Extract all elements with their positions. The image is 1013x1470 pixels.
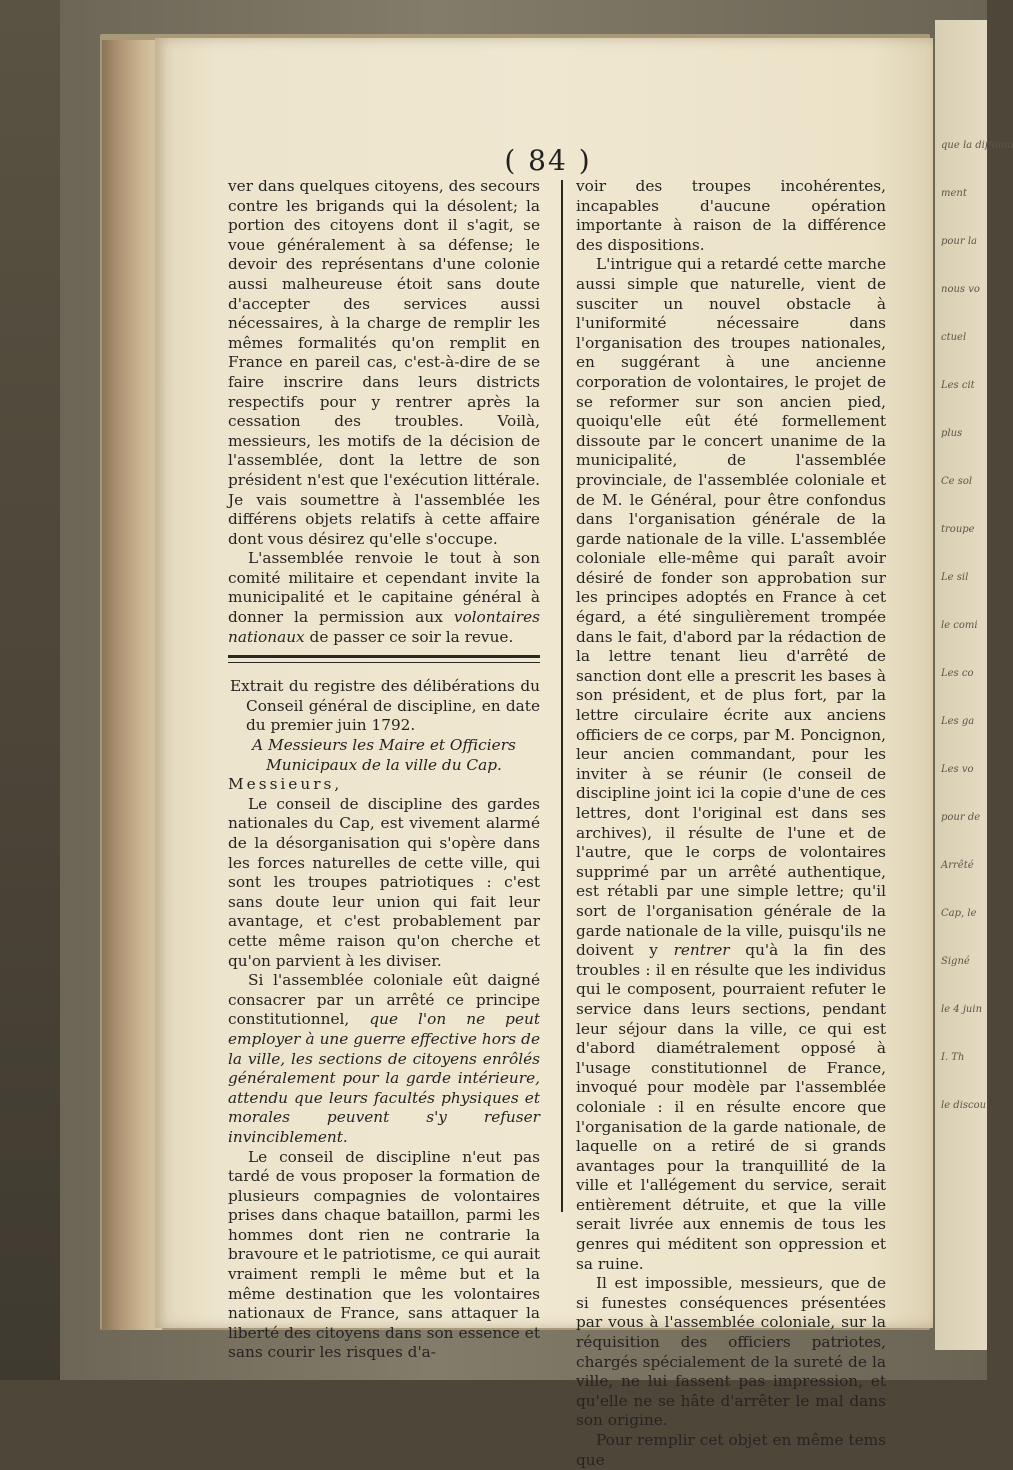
text-span: L'assemblée renvoie le tout à son comité militaire et cependant invite la municipalité et le capitaine général à donner la permission aux	[228, 549, 540, 627]
adjacent-page-fragment: que la diffama	[941, 140, 1013, 151]
page-number: ( 84 )	[504, 144, 592, 177]
right-column	[576, 177, 886, 1470]
adjacent-page-fragment: ment	[941, 188, 967, 199]
letter-salutation: Messieurs,	[228, 775, 343, 794]
right-paragraph-1: voir des troupes incohérentes, incapables d'aucune opération importante à raison de la différence des dispositions.	[576, 177, 886, 254]
adjacent-page-fragment: Les vo	[941, 764, 974, 775]
adjacent-page-fragment: Signé	[941, 956, 970, 967]
italic-span: rentrer	[673, 941, 730, 960]
italic-span: volontaires nationaux	[228, 608, 540, 646]
adjacent-page-fragment: Les ga	[941, 716, 975, 727]
adjacent-page-fragment: Cap, le	[941, 908, 977, 919]
right-paragraph-2	[576, 255, 886, 1274]
text-span: L'intrigue qui a retardé cette marche aussi simple que naturelle, vient de susciter un nouvel obstacle à l'uniformité nécessaire dans l'organisation des troupes nationales, en suggérant à une ancienne corporation de volontaires, le projet de se reformer sur son ancien pied, quoiqu'elle eût été formellement dissoute par le concert unanime de la municipalité, de l'assemblée provinciale, de l'assemblée coloniale et de M. le Général, pour être confondus dans l'organisation générale de la garde nationale de la ville. L'assemblée coloniale elle-même qui paraît avoir désiré de fonder son approbation sur les principes adoptés en France à cet égard, a été singulièrement trompée dans le fait, d'abord par la rédaction de la lettre tenant lieu d'arrêté de sanction dont elle a prescrit les bases à son président, et de plus fort, par la lettre circulaire écrite aux anciens officiers de ce corps, par M. Poncignon, leur ancien commandant, pour les inviter à se réunir (le conseil de discipline joint ici la copie d'une de ces lettres, dont l'original est dans ses archives), il résulte de l'une et de l'autre, que le corps de volontaires supprimé par un arrêté authentique, est rétabli par une simple lettre; qu'il sort de l'organisation générale de la garde nationale de la ville, puisqu'ils ne doivent y	[576, 255, 886, 960]
adjacent-page-fragment: pour de	[941, 812, 981, 823]
adjacent-page	[935, 20, 1013, 1350]
adjacent-page-fragment: Arrêté	[941, 860, 974, 871]
adjacent-page-fragment: Les cit	[941, 380, 975, 391]
left-paragraph-4	[228, 971, 540, 1147]
text-span: qu'à la fin des troubles : il en résulte que les individus qui le composent, pourraient refuter le service dans leurs sections, pendant leur séjour dans la ville, ce qui est d'abord diamétralement opposé à l'usage constitutionnel de France, invoqué pour modèle par l'assemblée coloniale : il en résulte encore que l'organisation de la garde nationale, de laquelle on a retiré de si grands avantages pour la tranquillité de la ville et l'allégement du service, serait entièrement détruite, et que la ville serait livrée aux ennemis de tous les genres qui méditent son oppression et sa ruine.	[576, 941, 886, 1273]
adjacent-page-fragment: ctuel	[941, 332, 967, 343]
adjacent-page-fragment: plus	[941, 428, 963, 439]
adjacent-page-fragment: le 4 juin	[941, 1004, 983, 1015]
left-column	[228, 177, 540, 1363]
left-paragraph-1: ver dans quelques citoyens, des secours contre les brigands qui la désolent; la portion des citoyens dont il s'agit, se voue généralement à sa défense; le devoir des représentans d'une colonie aussi malheureuse étoit sans doute d'accepter des services aussi nécessaires, à la charge de remplir les mêmes formalités qu'on remplit en France en pareil cas, c'est-à-dire de se faire inscrire dans leurs districts respectifs pour y rentrer après la cessation des troubles. Voilà, messieurs, les motifs de la décision de l'assemblée, dont la lettre de son président n'est que l'exécution littérale. Je vais soumettre à l'assemblée les différens objets relatifs à cette affaire dont vous désirez qu'elle s'occupe.	[228, 177, 540, 548]
adjacent-page-fragment: Le sil	[941, 572, 969, 583]
adjacent-page-fragment: le discou	[941, 1100, 987, 1111]
adjacent-page-fragment: pour la	[941, 236, 977, 247]
adjacent-page-fragment: troupe	[941, 524, 975, 535]
left-paragraph-3: Le conseil de discipline des gardes nationales du Cap, est vivement alarmé de la désorganisation qui s'opère dans les forces naturelles de cette ville, qui sont les troupes patriotiques : c'est sans doute leur union qui fait leur avantage, et c'est probablement par cette même raison qu'on cherche et qu'on parvient à les diviser.	[228, 794, 540, 970]
italic-span: que l'on ne peut employer à une guerre effective hors de la ville, les sections de citoyens enrôlés généralement pour la garde intérieure, attendu que leurs facultés physiques et morales peuvent s'y refuser invinciblement.	[228, 1010, 540, 1146]
section-rule-thick	[228, 655, 540, 658]
section-rule-thin	[228, 662, 540, 663]
adjacent-page-fragment: le comi	[941, 620, 978, 631]
adjacent-page-fragment: Les co	[941, 668, 974, 679]
letter-address: A Messieurs les Maire et Officiers Municipaux de la ville du Cap.	[252, 736, 516, 774]
extract-title: Extrait du registre des délibérations du Conseil général de discipline, en date du premier juin 1792.	[230, 677, 540, 735]
text-span: Si l'assemblée coloniale eût daigné consacrer par un arrêté ce principe constitutionnel,	[228, 971, 540, 1029]
text-span: de passer ce soir la revue.	[304, 627, 514, 646]
right-paragraph-4: Pour remplir cet objet en même tems que	[576, 1431, 886, 1469]
adjacent-page-fragment: Ce sol	[941, 476, 973, 487]
adjacent-page-fragment: nous vo	[941, 284, 980, 295]
adjacent-page-fragment: I. Th	[941, 1052, 965, 1063]
column-divider	[561, 180, 563, 1212]
right-paragraph-3: Il est impossible, messieurs, que de si funestes conséquences présentées par vous à l'assemblée coloniale, sur la réquisition des officiers patriotes, chargés spécialement de la sureté de la ville, ne lui fassent pas impression, et qu'elle ne se hâte d'arrêter le mal dans son origine.	[576, 1274, 886, 1430]
left-paragraph-5: Le conseil de discipline n'eut pas tardé de vous proposer la formation de plusieurs compagnies de volontaires prises dans chaque bataillon, parmi les hommes dont rien ne contrarie la bravoure et le patriotisme, ce qui aurait vraiment rempli le même but et la même destination que les volontaires nationaux de France, sans attaquer la liberté des citoyens dans son essence et sans courir les risques d'a-	[228, 1147, 540, 1362]
left-paragraph-2	[228, 549, 540, 647]
page-gutter	[102, 40, 162, 1330]
